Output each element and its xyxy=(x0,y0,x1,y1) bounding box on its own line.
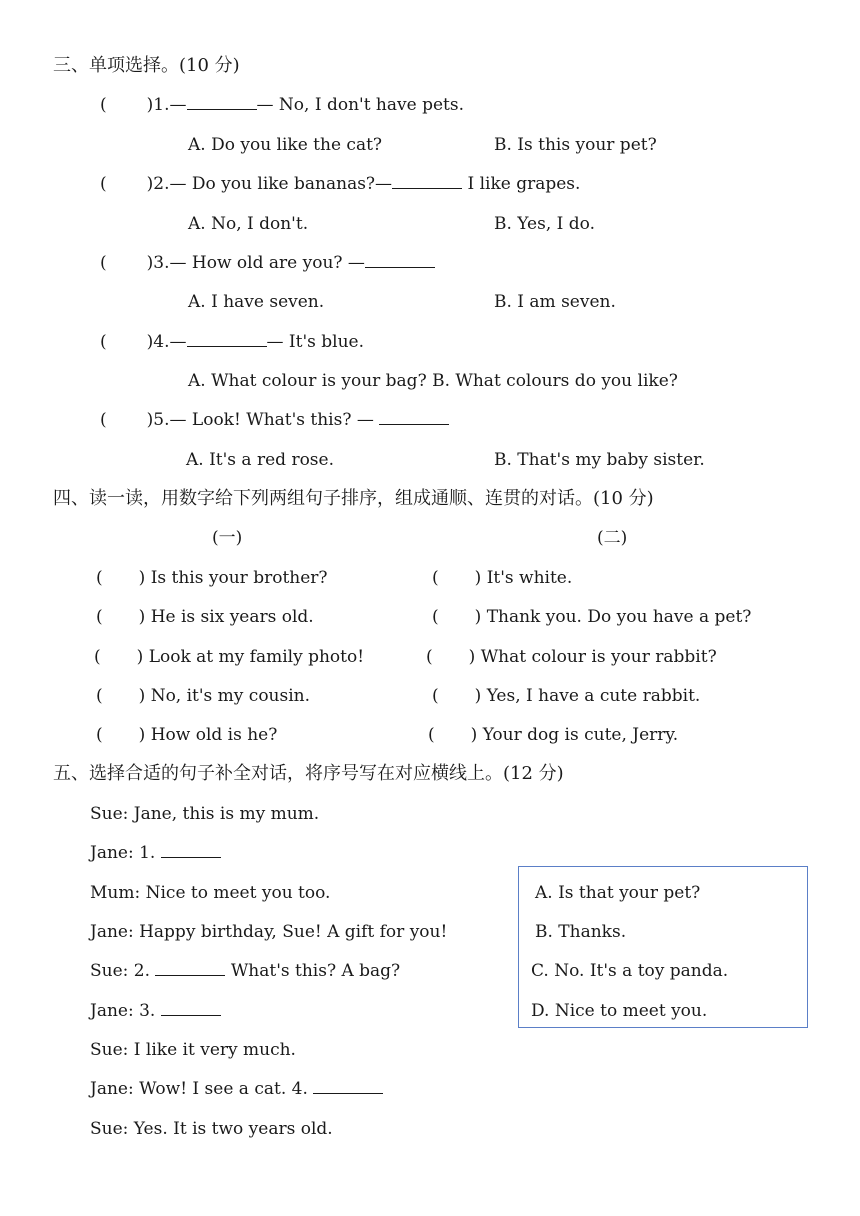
dialogue-line: Mum: Nice to meet you too. xyxy=(90,883,331,903)
group-2-item: ( ) Your dog is cute, Jerry. xyxy=(428,725,679,745)
dialogue-blank-3[interactable] xyxy=(161,1000,221,1016)
option-3a: A. I have seven. xyxy=(188,292,325,312)
answer-blank-3[interactable] xyxy=(365,252,435,268)
dialogue-line: Sue: Yes. It is two years old. xyxy=(90,1119,333,1139)
group-1-item: ( ) He is six years old. xyxy=(96,607,314,627)
question-5: ( )5.— Look! What's this? — xyxy=(100,409,449,431)
question-1: ( )1.— — No, I don't have pets. xyxy=(100,95,464,115)
answer-blank-1[interactable] xyxy=(187,94,257,110)
group-1-item: ( ) No, it's my cousin. xyxy=(96,686,311,706)
group-1-label: (一) xyxy=(212,528,243,548)
group-1-item: ( ) Is this your brother? xyxy=(96,568,328,588)
group-2-label: (二) xyxy=(597,528,628,548)
answer-blank-4[interactable] xyxy=(187,331,267,347)
group-1-item: ( ) Look at my family photo! xyxy=(94,647,365,667)
group-2-item: ( ) Thank you. Do you have a pet? xyxy=(432,607,752,627)
option-1a: A. Do you like the cat? xyxy=(188,135,383,155)
question-2: ( )2.— Do you like bananas?— I like grapes. xyxy=(100,174,581,194)
section-4-heading: 四、读一读，用数字给下列两组句子排序，组成通顺、连贯的对话。(10 分) xyxy=(53,488,654,509)
option-2b: B. Yes, I do. xyxy=(494,214,595,234)
option-3b: B. I am seven. xyxy=(494,292,616,312)
option-1b: B. Is this your pet? xyxy=(494,135,657,155)
option-5b: B. That's my baby sister. xyxy=(494,450,705,470)
option-item: C. No. It's a toy panda. xyxy=(531,961,729,981)
group-2-item: ( ) What colour is your rabbit? xyxy=(426,647,717,667)
question-4: ( )4.— — It's blue. xyxy=(100,332,364,352)
dialogue-line: Jane: 1. xyxy=(90,842,221,864)
option-item: A. Is that your pet? xyxy=(535,883,701,903)
option-item: B. Thanks. xyxy=(535,922,627,942)
dialogue-line: Sue: Jane, this is my mum. xyxy=(90,804,320,824)
option-4ab: A. What colour is your bag? B. What colours do you like? xyxy=(188,371,678,391)
dialogue-line: Jane: Wow! I see a cat. 4. xyxy=(90,1078,383,1100)
group-2-item: ( ) Yes, I have a cute rabbit. xyxy=(432,686,701,706)
dialogue-blank-1[interactable] xyxy=(161,842,221,858)
dialogue-line: Sue: I like it very much. xyxy=(90,1040,296,1060)
group-2-item: ( ) It's white. xyxy=(432,568,573,588)
answer-blank-5[interactable] xyxy=(379,409,449,425)
question-3: ( )3.— How old are you? — xyxy=(100,252,435,274)
dialogue-blank-2[interactable] xyxy=(155,960,225,976)
dialogue-line: Sue: 2. What's this? A bag? xyxy=(90,961,401,981)
dialogue-line: Jane: 3. xyxy=(90,1000,221,1022)
dialogue-blank-4[interactable] xyxy=(313,1078,383,1094)
group-1-item: ( ) How old is he? xyxy=(96,725,278,745)
option-5a: A. It's a red rose. xyxy=(186,450,334,470)
option-item: D. Nice to meet you. xyxy=(531,1001,708,1021)
option-2a: A. No, I don't. xyxy=(188,214,309,234)
answer-blank-2[interactable] xyxy=(392,173,462,189)
section-5-heading: 五、选择合适的句子补全对话，将序号写在对应横线上。(12 分) xyxy=(53,763,564,784)
dialogue-line: Jane: Happy birthday, Sue! A gift for you! xyxy=(90,922,448,942)
section-3-heading: 三、单项选择。(10 分) xyxy=(53,55,240,76)
